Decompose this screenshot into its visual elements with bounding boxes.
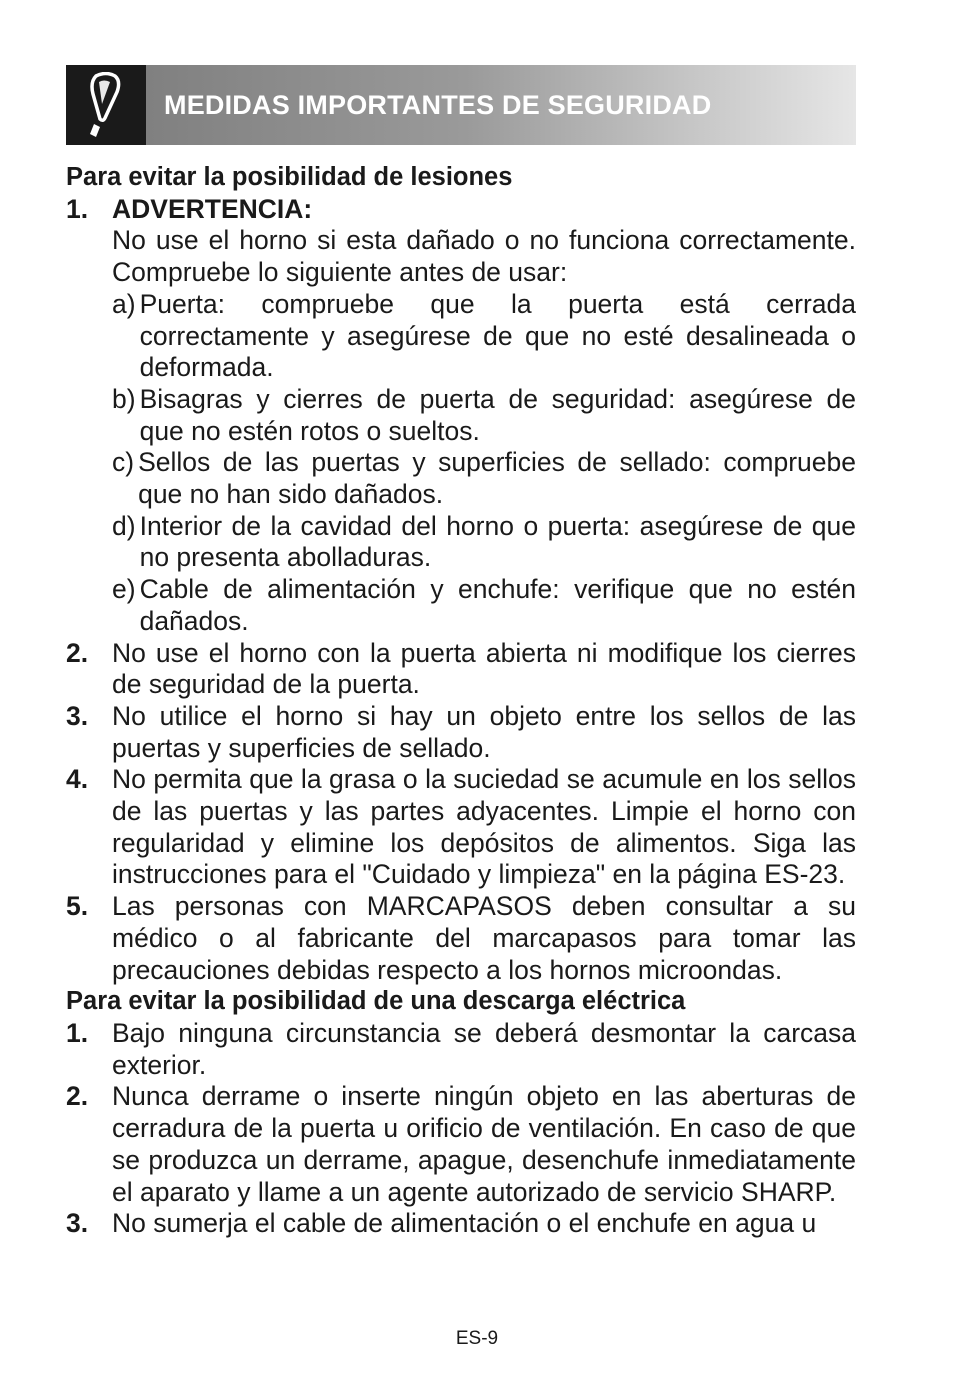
document-body <box>66 162 856 1240</box>
header-title-bar <box>146 65 856 145</box>
sub-item-text: Bisagras y cierres de puerta de seguridad: asegúrese de que no estén rotos o sueltos. <box>139 383 856 446</box>
item-number: 5. <box>66 891 89 922</box>
section-heading-injury: Para evitar la posibilidad de lesiones <box>66 163 513 191</box>
list-item <box>66 1208 856 1240</box>
sub-item-label: e) <box>112 574 136 605</box>
list-item <box>66 891 856 986</box>
warning-intro-text: No use el horno si esta dañado o no funciona correctamente. Compruebe lo siguiente antes de usar: <box>112 225 856 288</box>
sub-item <box>66 511 856 574</box>
section-heading-electric: Para evitar la posibilidad de una descarga eléctrica <box>66 987 686 1016</box>
item-text: Bajo ninguna circunstancia se deberá desmontar la carcasa exterior. <box>112 1017 856 1080</box>
item-text: Las personas con MARCAPASOS deben consultar a su médico o al fabricante del marcapasos para tomar las precauciones debidas respecto a los hornos microondas. <box>112 891 856 985</box>
list-item <box>66 638 856 701</box>
sub-item-label: d) <box>112 510 136 541</box>
item-text: Nunca derrame o inserte ningún objeto en las aberturas de cerradura de la puerta u orificio de ventilación. En caso de que se produzca un derrame, apague, desenchufe inmediatamente el aparato y llame a un agente autorizado de servicio SHARP. <box>112 1081 856 1207</box>
item-number: 2. <box>66 637 89 668</box>
sub-item-text: Puerta: compruebe que la puerta está cerrada correctamente y asegúrese de que no esté desalineada o deformada. <box>139 288 856 383</box>
item-number: 1. <box>66 193 89 224</box>
list-item <box>66 194 856 226</box>
warning-intro <box>66 225 856 288</box>
item-number: 3. <box>66 700 89 731</box>
item-number: 2. <box>66 1081 89 1112</box>
page-title: MEDIDAS IMPORTANTES DE SEGURIDAD <box>164 89 712 120</box>
item-text: No utilice el horno si hay un objeto entre los sellos de las puertas y superficies de sellado. <box>112 700 856 763</box>
sub-item <box>66 384 856 447</box>
list-item <box>66 701 856 764</box>
list-item <box>66 1081 856 1208</box>
page-number: ES-9 <box>455 1328 499 1349</box>
sub-item-label: a) <box>112 288 136 319</box>
item-number: 1. <box>66 1017 89 1048</box>
item-text: No use el horno con la puerta abierta ni modifique los cierres de seguridad de la puerta. <box>112 637 856 700</box>
item-number: 3. <box>66 1208 89 1239</box>
list-item <box>66 764 856 891</box>
item-text: ADVERTENCIA: <box>112 193 313 224</box>
list-item <box>66 1018 856 1081</box>
sub-item-text: Cable de alimentación y enchufe: verifique que no estén dañados. <box>139 574 856 636</box>
item-text: No sumerja el cable de alimentación o el enchufe en agua u <box>112 1208 817 1239</box>
warning-exclamation-icon <box>66 65 146 145</box>
item-number: 4. <box>66 764 89 795</box>
sub-item <box>66 447 856 510</box>
sub-item <box>66 574 856 637</box>
sub-item-label: c) <box>112 447 135 478</box>
sub-item-text: Interior de la cavidad del horno o puerta: asegúrese de que no presenta abolladuras. <box>139 510 856 573</box>
sub-item-text: Sellos de las puertas y superficies de sellado: compruebe que no han sido dañados. <box>138 447 856 510</box>
item-text: No permita que la grasa o la suciedad se acumule en los sellos de las puertas y las partes adyacentes. Limpie el horno con regularidad y elimine los depósitos de alimentos. Siga las instrucciones para el "Cuidado y limpieza" en la página ES-23. <box>112 764 856 890</box>
section-header <box>66 65 856 145</box>
sub-item <box>66 289 856 384</box>
sub-item-label: b) <box>112 383 136 414</box>
